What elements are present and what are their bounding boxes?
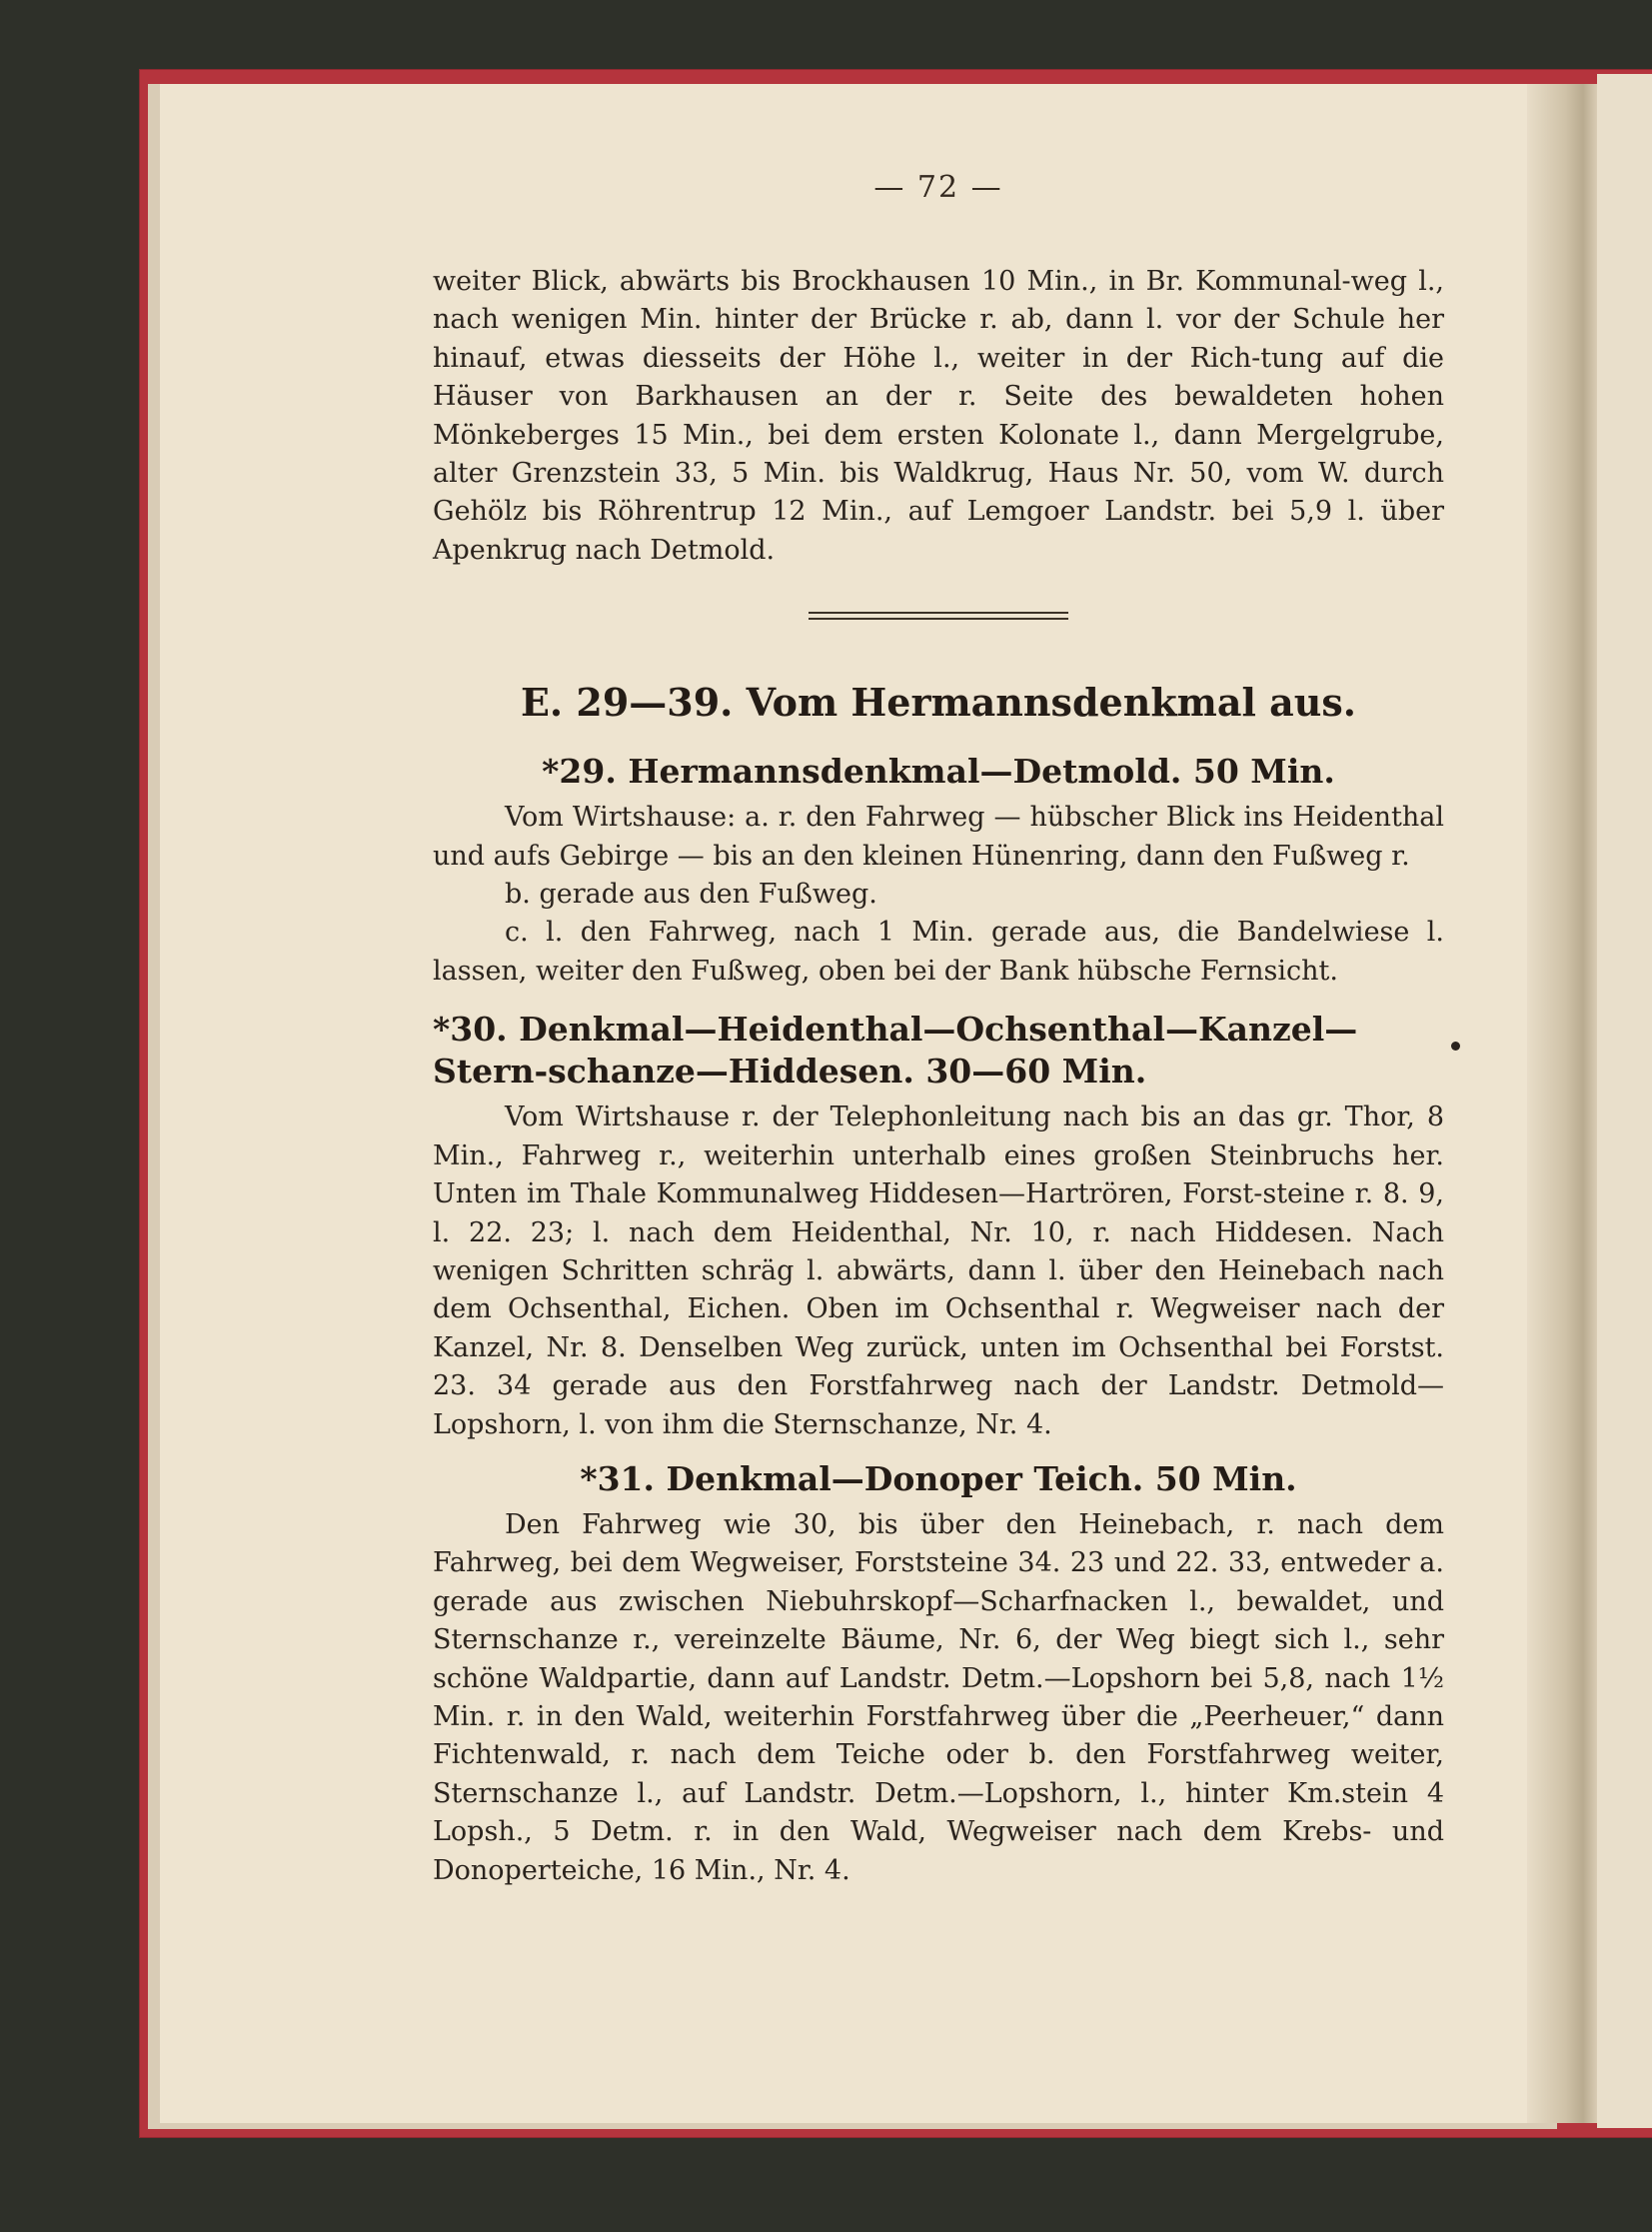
page-content (433, 170, 1444, 1890)
next-page-edge (1597, 74, 1652, 2128)
entry-title: *29. Hermannsdenkmal—Detmold. 50 Min. (542, 752, 1335, 792)
page-number: — 72 — (873, 170, 1003, 205)
entry-paragraph: c. l. den Fahrweg, nach 1 Min. gerade aus, die Bandelwiese l. lassen, weiter den Fußweg, oben bei der Bank hübsche Fernsicht. (433, 917, 1444, 987)
ink-dot (1451, 1042, 1460, 1051)
section-divider (809, 612, 1068, 620)
entry-paragraph: b. gerade aus den Fußweg. (505, 879, 877, 911)
entry-31 (433, 1458, 1444, 1890)
intro-paragraph: weiter Blick, abwärts bis Brockhausen 10 Min., in Br. Kommunal-weg l., nach wenigen Min. hinter der Brücke r. ab, dann l. vor der Schule her hinauf, etwas diesseits der Höhe l., weiter in der Rich-tung auf die Häuser von Barkhausen an der r. Seite des bewaldeten hohen Mönkeberges 15 Min., bei dem ersten Kolonate l., dann Mergelgrube, alter Grenzstein 33, 5 Min. bis Waldkrug, Haus Nr. 50, vom W. durch Gehölz bis Röhrentrup 12 Min., auf Lemgoer Landstr. bei 5,9 l. über Apenkrug nach Detmold. (433, 266, 1444, 566)
entry-title: *31. Denkmal—Donoper Teich. 50 Min. (580, 1458, 1297, 1498)
entry-title: *30. Denkmal—Heidenthal—Ochsenthal—Kanzel—Stern-schanze—Hiddesen. 30—60 Min. (433, 1010, 1358, 1092)
book-gutter (1527, 84, 1597, 2123)
entry-30 (433, 1009, 1444, 1444)
entry-paragraph: Den Fahrweg wie 30, bis über den Heinebach, r. nach dem Fahrweg, bei dem Wegweiser, Forststeine 34. 23 und 22. 33, entweder a. gerade aus zwischen Niebuhrskopf—Scharfnacken l., bewaldet, und Sternschanze r., vereinzelte Bäume, Nr. 6, der Weg biegt sich l., sehr schöne Waldpartie, dann auf Landstr. Detm.—Lopshorn bei 5,8, nach 1½ Min. r. in den Wald, weiterhin Forstfahrweg über die „Peerheuer,“ dann Fichtenwald, r. nach dem Teiche oder b. den Forstfahrweg weiter, Sternschanze l., auf Landstr. Detm.—Lopshorn, l., hinter Km.stein 4 Lopsh., 5 Detm. r. in den Wald, Wegweiser nach dem Krebs- und Donoperteiche, 16 Min., Nr. 4. (433, 1508, 1444, 1886)
entry-29 (433, 751, 1444, 991)
entry-paragraph: Vom Wirtshause r. der Telephonleitung nach bis an das gr. Thor, 8 Min., Fahrweg r., weiterhin unterhalb eines großen Steinbruchs her. Unten im Thale Kommunalweg Hiddesen—Hartrören, Forst-steine r. 8. 9, l. 22. 23; l. nach dem Heidenthal, Nr. 10, r. nach Hiddesen. Nach wenigen Schritten schräg l. abwärts, dann l. über den Heinebach nach dem Ochsenthal, Eichen. Oben im Ochsenthal r. Wegweiser nach der Kanzel, Nr. 8. Denselben Weg zurück, unten im Ochsenthal bei Forstst. 23. 34 gerade aus den Forstfahrweg nach der Landstr. Detmold—Lopshorn, l. von ihm die Sternschanze, Nr. 4. (433, 1102, 1444, 1440)
entry-paragraph: Vom Wirtshause: a. r. den Fahrweg — hübscher Blick ins Heidenthal und aufs Gebirge — bis an den kleinen Hünenring, dann den Fußweg r. (433, 802, 1444, 872)
section-heading: E. 29—39. Vom Hermannsdenkmal aus. (520, 680, 1357, 726)
